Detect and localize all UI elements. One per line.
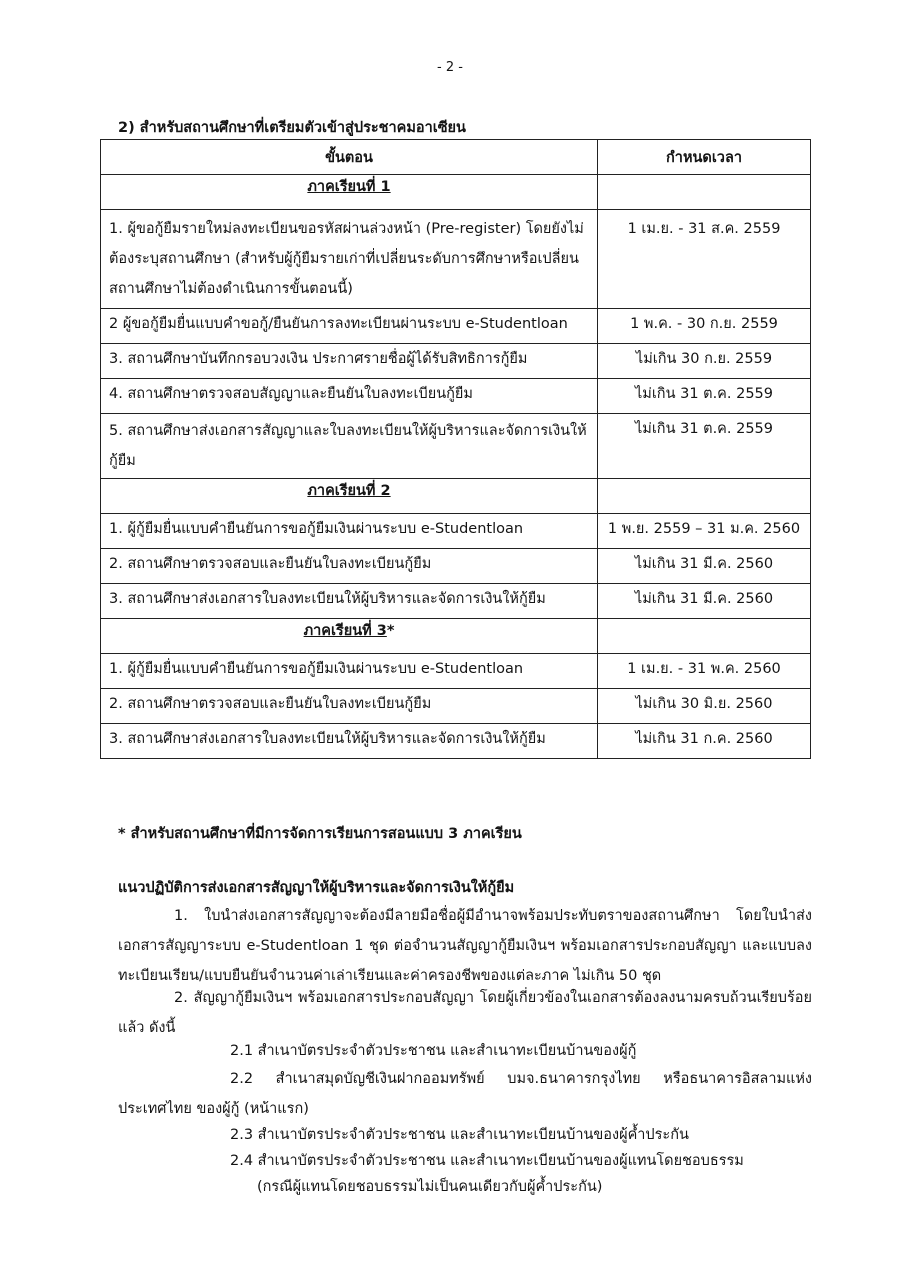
guidelines-item-2-3: 2.3 สำเนาบัตรประจำตัวประชาชน และสำเนาทะเบียนบ้านของผู้ค้ำประกัน (230, 1127, 689, 1143)
table-row (101, 724, 811, 759)
guidelines-paragraph-1: 1. ใบนำส่งเอกสารสัญญาจะต้องมีลายมือชื่อผู้มีอำนาจพร้อมประทับตราของสถานศึกษา โดยใบนำส่งเอกสารสัญญาระบบ e-Studentloan 1 ชุด ต่อจำนวนสัญญากู้ยืมเงินฯ พร้อมเอกสารประกอบสัญญา และแบบลงทะเบียนเรียน/แบบยืนยันจำนวนค่าเล่าเรียนและค่าครองชีพของแต่ละภาค ไม่เกิน 50 ชุด (118, 908, 812, 984)
time-text: ไม่เกิน 30 มิ.ย. 2560 (635, 696, 773, 712)
time-text: 1 เม.ย. - 31 พ.ค. 2560 (627, 661, 781, 677)
header-time: กำหนดเวลา (598, 140, 811, 175)
step-text: 3. สถานศึกษาบันทึกกรอบวงเงิน ประกาศรายชื่อผู้ได้รับสิทธิการกู้ยืม (109, 351, 528, 367)
time-text: ไม่เกิน 30 ก.ย. 2559 (635, 351, 773, 367)
term-label: ภาคเรียนที่ 2 (307, 483, 391, 499)
time-text: ไม่เกิน 31 ต.ค. 2559 (634, 386, 773, 402)
table-row (101, 344, 811, 379)
time-text: 1 พ.ค. - 30 ก.ย. 2559 (630, 316, 778, 332)
time-text: ไม่เกิน 31 มี.ค. 2560 (634, 591, 774, 607)
step-text: 2. สถานศึกษาตรวจสอบและยืนยันใบลงทะเบียนกู้ยืม (109, 696, 432, 712)
step-text: 3. สถานศึกษาส่งเอกสารใบลงทะเบียนให้ผู้บริหารและจัดการเงินให้กู้ยืม (109, 591, 546, 607)
table-row (101, 514, 811, 549)
term-row (101, 479, 811, 514)
schedule-table (100, 139, 811, 759)
term-row (101, 175, 811, 210)
term-label-text: ภาคเรียนที่ 3 (303, 623, 387, 639)
table-row (101, 414, 811, 479)
table-row (101, 584, 811, 619)
step-text: 1. ผู้กู้ยืมยื่นแบบคำยืนยันการขอกู้ยืมเงินผ่านระบบ e-Studentloan (109, 521, 524, 537)
guidelines-item-2-4-note: (กรณีผู้แทนโดยชอบธรรมไม่เป็นคนเดียวกับผู้ค้ำประกัน) (257, 1179, 603, 1195)
time-text: 1 พ.ย. 2559 – 31 ม.ค. 2560 (607, 521, 801, 537)
step-text: 2. สถานศึกษาตรวจสอบและยืนยันใบลงทะเบียนกู้ยืม (109, 556, 432, 572)
step-text: 1. ผู้กู้ยืมยื่นแบบคำยืนยันการขอกู้ยืมเงินผ่านระบบ e-Studentloan (109, 661, 524, 677)
term-label-suffix: * (386, 623, 395, 639)
guidelines-item-2-2: 2.2 สำเนาสมุดบัญชีเงินฝากออมทรัพย์ บมจ.ธนาคารกรุงไทย หรือธนาคารอิสลามแห่งประเทศไทย ของผู้กู้ (หน้าแรก) (118, 1071, 812, 1117)
term-row (101, 619, 811, 654)
table-header-row (101, 140, 811, 175)
time-text: ไม่เกิน 31 ก.ค. 2560 (635, 731, 773, 747)
table-row (101, 379, 811, 414)
table-row (101, 210, 811, 309)
section-heading: 2) สำหรับสถานศึกษาที่เตรียมตัวเข้าสู่ประชาคมอาเซียน (118, 120, 466, 136)
table-row (101, 654, 811, 689)
time-text: ไม่เกิน 31 ต.ค. 2559 (634, 421, 773, 437)
step-text: 1. ผู้ขอกู้ยืมรายใหม่ลงทะเบียนขอรหัสผ่านล่วงหน้า (Pre-register) โดยยังไม่ต้องระบุสถานศึกษา (สำหรับผู้กู้ยืมรายเก่าที่เปลี่ยนระดับการศึกษาหรือเปลี่ยนสถานศึกษาไม่ต้องดำเนินการขั้นตอนนี้) (109, 221, 584, 297)
step-text: 4. สถานศึกษาตรวจสอบสัญญาและยืนยันใบลงทะเบียนกู้ยืม (109, 386, 473, 402)
guidelines-item-2-4: 2.4 สำเนาบัตรประจำตัวประชาชน และสำเนาทะเบียนบ้านของผู้แทนโดยชอบธรรม (230, 1153, 744, 1169)
step-text: 2 ผู้ขอกู้ยืมยื่นแบบคำขอกู้/ยืนยันการลงทะเบียนผ่านระบบ e-Studentloan (109, 316, 568, 332)
footnote: * สำหรับสถานศึกษาที่มีการจัดการเรียนการสอนแบบ 3 ภาคเรียน (118, 826, 522, 842)
term-label (109, 619, 589, 642)
time-text: ไม่เกิน 31 มี.ค. 2560 (634, 556, 774, 572)
term-label: ภาคเรียนที่ 1 (307, 179, 391, 195)
step-text: 3. สถานศึกษาส่งเอกสารใบลงทะเบียนให้ผู้บริหารและจัดการเงินให้กู้ยืม (109, 731, 546, 747)
guidelines-paragraph-2: 2. สัญญากู้ยืมเงินฯ พร้อมเอกสารประกอบสัญญา โดยผู้เกี่ยวข้องในเอกสารต้องลงนามครบถ้วนเรียบร้อยแล้ว ดังนี้ (118, 990, 812, 1036)
step-text: 5. สถานศึกษาส่งเอกสารสัญญาและใบลงทะเบียนให้ผู้บริหารและจัดการเงินให้กู้ยืม (109, 423, 587, 469)
page-number: - 2 - (437, 60, 463, 75)
table-row (101, 549, 811, 584)
guidelines-item-2-1: 2.1 สำเนาบัตรประจำตัวประชาชน และสำเนาทะเบียนบ้านของผู้กู้ (230, 1043, 637, 1059)
time-text: 1 เม.ย. - 31 ส.ค. 2559 (627, 221, 781, 237)
header-step: ขั้นตอน (101, 140, 598, 175)
guidelines-title: แนวปฏิบัติการส่งเอกสารสัญญาให้ผู้บริหารและจัดการเงินให้กู้ยืม (118, 880, 515, 896)
table-row (101, 689, 811, 724)
table-row (101, 309, 811, 344)
